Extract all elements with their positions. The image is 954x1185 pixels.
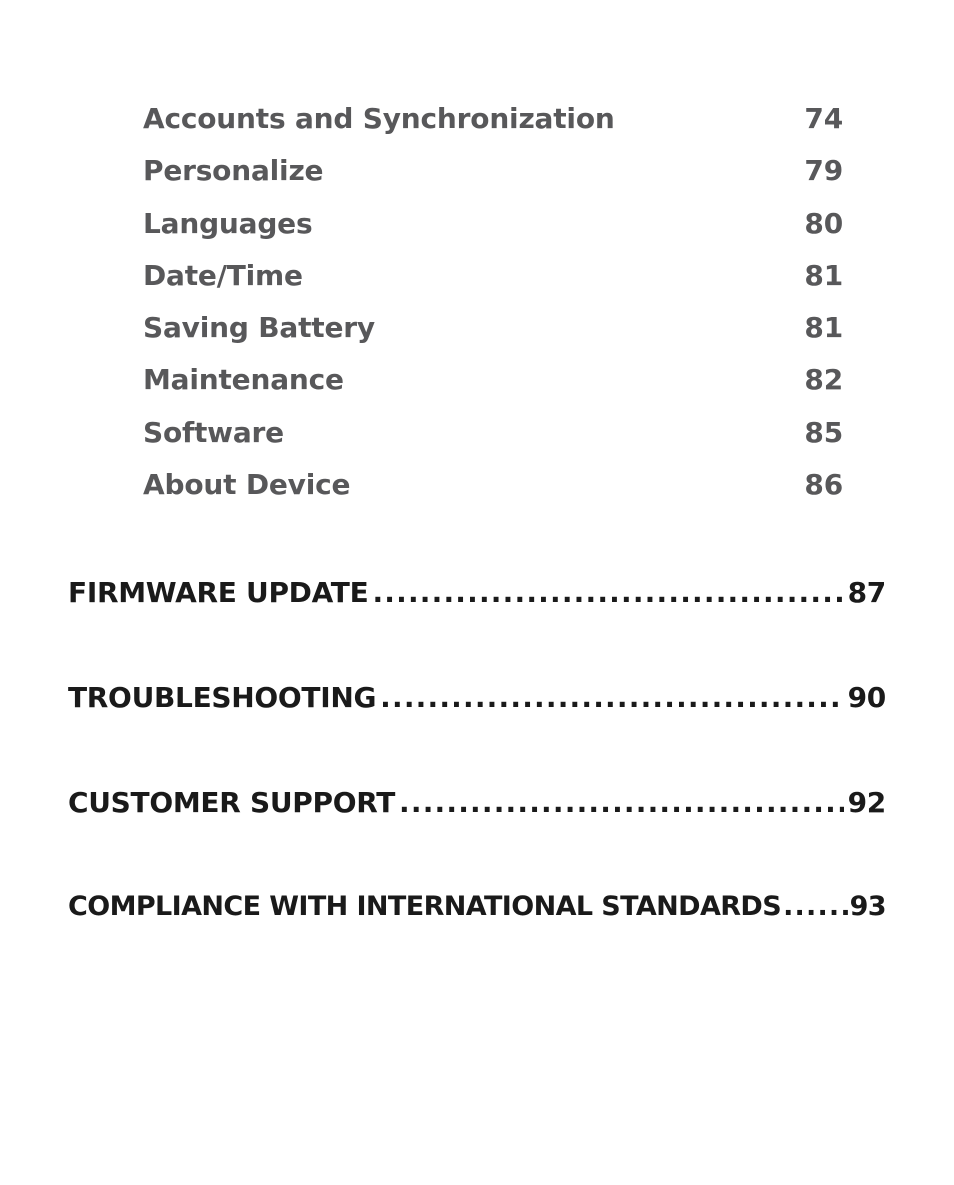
toc-entry-page: 82 [804,363,843,397]
toc-entry-title: Languages [143,206,313,240]
toc-dot-leader [399,786,844,819]
toc-dot-leader [372,576,843,609]
toc-subsection-list [143,102,843,520]
toc-entry-page: 79 [804,154,843,188]
toc-entry-page: 74 [804,102,843,135]
toc-entry-about-device[interactable] [143,468,843,520]
toc-chapter-page: 92 [847,786,886,819]
toc-chapter-title: COMPLIANCE WITH INTERNATIONAL STANDARDS [68,891,782,922]
toc-entry-personalize[interactable] [143,154,843,206]
toc-entry-title: Date/Time [143,258,303,292]
toc-chapter-firmware-update[interactable] [68,576,886,609]
toc-entry-page: 86 [804,468,843,502]
toc-entry-title: Personalize [143,154,324,188]
toc-entry-page: 80 [804,206,843,240]
toc-entry-languages[interactable] [143,207,843,259]
toc-entry-page: 81 [804,311,843,345]
toc-entry-saving-battery[interactable] [143,311,843,363]
toc-chapter-customer-support[interactable] [68,786,886,819]
toc-entry-date-time[interactable] [143,259,843,311]
toc-entry-software[interactable] [143,416,843,468]
toc-entry-accounts-and-synchronization[interactable] [143,102,843,154]
toc-entry-title: Maintenance [143,363,344,397]
toc-entry-maintenance[interactable] [143,363,843,415]
toc-dot-leader [380,681,843,714]
toc-chapter-page: 93 [849,891,886,922]
toc-chapter-title: CUSTOMER SUPPORT [68,786,396,819]
toc-entry-title: Accounts and Synchronization [143,102,615,135]
toc-entry-page: 81 [804,258,843,292]
toc-chapter-title: FIRMWARE UPDATE [68,576,369,609]
toc-entry-title: Saving Battery [143,311,375,345]
toc-chapter-troubleshooting[interactable] [68,681,886,714]
toc-chapter-title: TROUBLESHOOTING [68,681,377,714]
toc-entry-page: 85 [804,415,843,449]
toc-dot-leader [783,891,848,922]
toc-chapter-compliance[interactable] [68,891,886,922]
toc-entry-title: Software [143,415,284,449]
toc-chapter-page: 87 [847,576,886,609]
toc-chapter-page: 90 [847,681,886,714]
toc-entry-title: About Device [143,468,351,502]
